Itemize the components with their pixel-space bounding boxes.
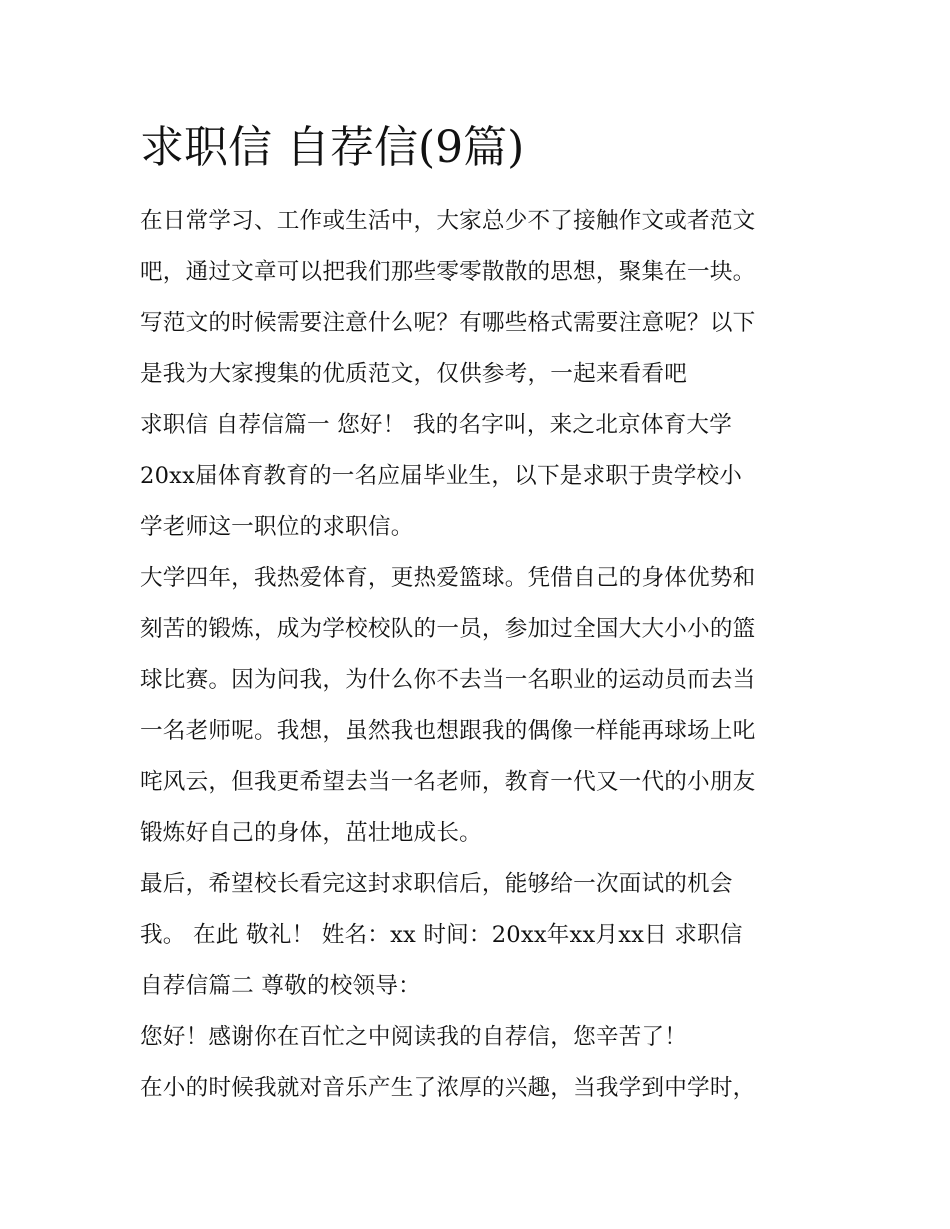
text-line: 学老师这一职位的求职信。 [140, 514, 414, 540]
text-line: 刻苦的锻炼，成为学校校队的一员，参加过全国大大小小的篮 [140, 616, 756, 642]
text-line: 求职信 自荐信篇一 您好！ 我的名字叫，来之北京体育大学 [140, 412, 732, 438]
text-line: 在日常学习、工作或生活中，大家总少不了接触作文或者范文 [140, 208, 756, 234]
document-title: 求职信 自荐信(9篇) [140, 122, 525, 173]
text-line: 锻炼好自己的身体，茁壮地成长。 [140, 820, 482, 846]
text-line: 我。 在此 敬礼！ 姓名：xx 时间：20xx年xx月xx日 求职信 [140, 922, 743, 948]
text-line: 球比赛。因为问我，为什么你不去当一名职业的运动员而去当 [140, 667, 756, 693]
text-line: 20xx届体育教育的一名应届毕业生，以下是求职于贵学校小 [140, 463, 743, 489]
text-line: 吧，通过文章可以把我们那些零零散散的思想，聚集在一块。 [140, 259, 756, 285]
text-line: 您好！感谢你在百忙之中阅读我的自荐信，您辛苦了！ [140, 1024, 688, 1050]
text-line: 自荐信篇二 尊敬的校领导： [140, 973, 421, 999]
text-line: 大学四年，我热爱体育，更热爱篮球。凭借自己的身体优势和 [140, 565, 756, 591]
text-line: 咤风云，但我更希望去当一名老师，教育一代又一代的小朋友 [140, 769, 756, 795]
text-line: 最后，希望校长看完这封求职信后，能够给一次面试的机会 [140, 871, 733, 897]
text-line: 写范文的时候需要注意什么呢？有哪些格式需要注意呢？以下 [140, 310, 756, 336]
text-line: 是我为大家搜集的优质范文，仅供参考，一起来看看吧 [140, 361, 688, 387]
text-line: 在小的时候我就对音乐产生了浓厚的兴趣，当我学到中学时， [140, 1075, 756, 1101]
text-line: 一名老师呢。我想，虽然我也想跟我的偶像一样能再球场上叱 [140, 718, 756, 744]
document-body [140, 196, 815, 1114]
